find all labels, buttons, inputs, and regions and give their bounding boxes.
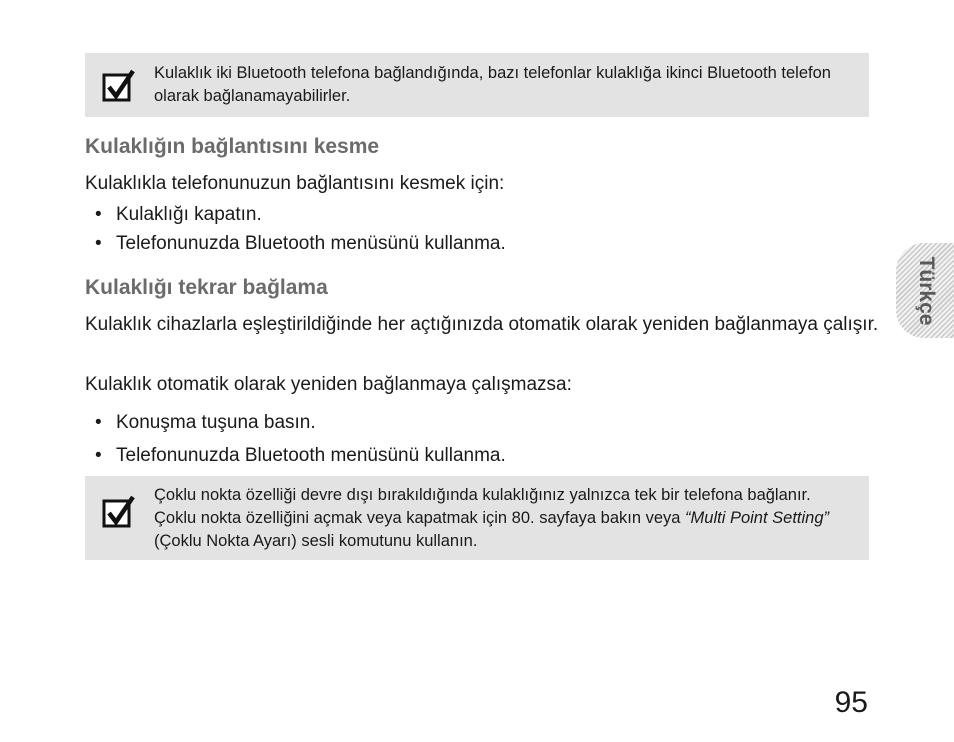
page-number: 95: [834, 686, 868, 719]
note-text: Çoklu nokta özelliği devre dışı bırakıldığında kulaklığınız yalnızca tek bir telefona bağlanır. Çoklu nokta özelliğini açmak veya kapatmak için 80. sayfaya bakın veya “Multi Point Setting” (Çoklu Nokta Ayarı) sesli komutunu kullanın.: [154, 486, 830, 550]
section-title-disconnect: Kulaklığın bağlantısını kesme: [85, 135, 380, 158]
voice-command-name: “Multi Point Setting”: [685, 509, 830, 527]
list-item: • Konuşma tuşuna basın.: [95, 412, 316, 433]
checkbox-note-icon: [102, 495, 136, 529]
section-paragraph-reconnect-fail: Kulaklık otomatik olarak yeniden bağlanmaya çalışmazsa:: [85, 374, 572, 395]
list-item: • Kulaklığı kapatın.: [95, 204, 262, 225]
list-item: • Telefonunuzda Bluetooth menüsünü kullanma.: [95, 445, 506, 466]
bullet-icon: •: [95, 233, 102, 254]
bullet-icon: •: [95, 204, 102, 225]
note-box-multipoint-setting: [85, 476, 869, 560]
section-intro-disconnect: Kulaklıkla telefonunuzun bağlantısını kesmek için:: [85, 173, 505, 194]
language-tab-label: Türkçe: [915, 256, 938, 325]
bullet-icon: •: [95, 445, 102, 466]
bullet-icon: •: [95, 412, 102, 433]
note-box-multipoint-warning: [85, 53, 869, 117]
checkbox-note-icon: [102, 69, 136, 103]
section-title-reconnect: Kulaklığı tekrar bağlama: [85, 276, 328, 299]
list-item: • Telefonunuzda Bluetooth menüsünü kullanma.: [95, 233, 506, 254]
language-tab: [896, 243, 954, 338]
note-text: Kulaklık iki Bluetooth telefona bağlandığında, bazı telefonlar kulaklığa ikinci Bluetooth telefon olarak bağlanamayabilirler.: [154, 64, 831, 105]
section-paragraph-reconnect: Kulaklık cihazlarla eşleştirildiğinde her açtığınızda otomatik olarak yeniden bağlanmaya çalışır.: [85, 314, 879, 335]
